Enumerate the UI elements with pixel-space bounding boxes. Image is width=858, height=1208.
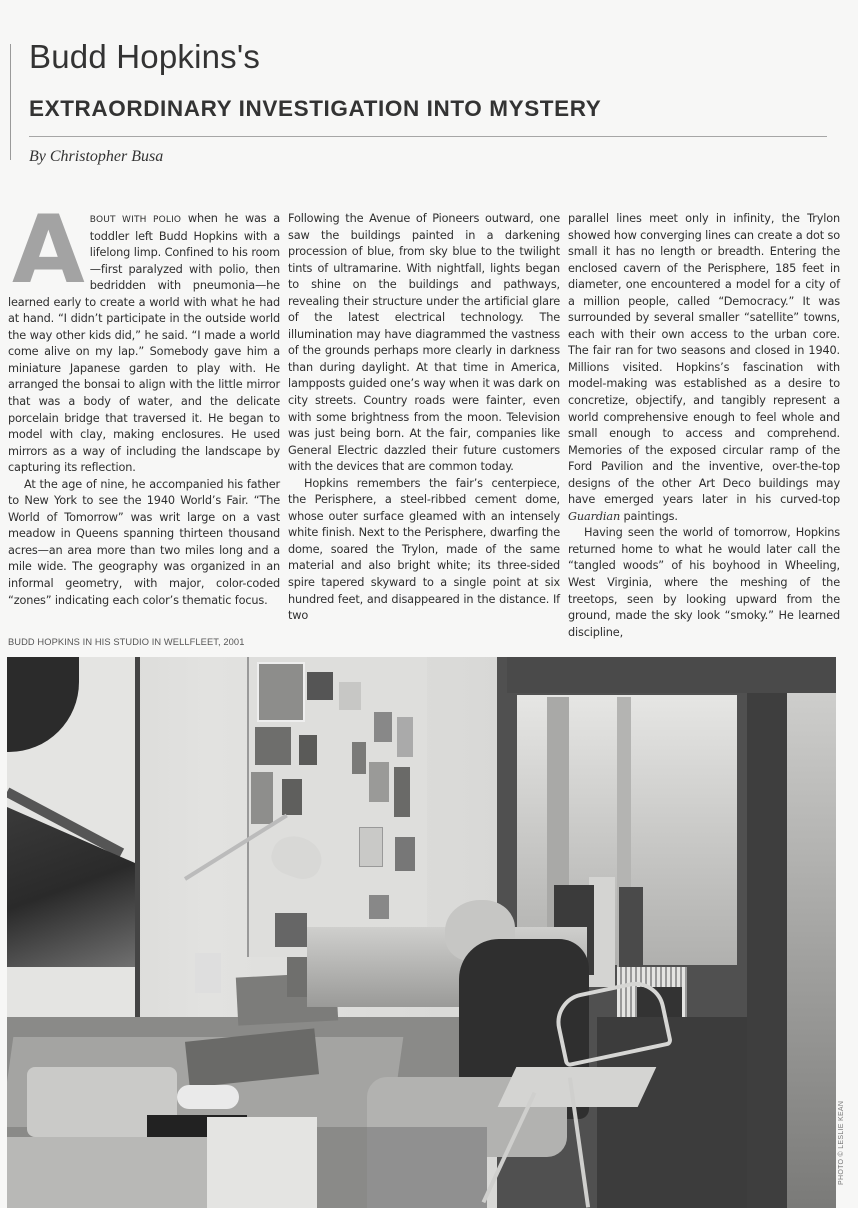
lead-in-smallcaps: BOUT WITH POLIO bbox=[89, 215, 182, 225]
header-vertical-rule bbox=[10, 44, 11, 160]
paragraph bbox=[8, 196, 280, 477]
paragraph-text: when he was a toddler left Budd Hopkins with a lifelong limp. Confined to his room—first paralyzed with polio, then bedridden with pneumonia—he learned early to create a world with what he had at hand. “I didn’t participate in the outside world the way other kids did,” he said. “I made a world come alive on my lap.” Somebody gave him a miniature Japanese garden to play with. He arranged the bonsai to align with the little mirror that was a body of water, and the delicate porcelain bridge that traversed it. He began to model with clay, making enclosures. He used mirrors as a way of including the landscape by capturing its reflection. bbox=[8, 212, 280, 475]
paragraph bbox=[568, 211, 840, 525]
article-column-3 bbox=[568, 211, 840, 641]
photo-credit: PHOTO © LESLIE KEAN bbox=[838, 1100, 845, 1185]
article-column-1 bbox=[8, 196, 280, 609]
article-column-2 bbox=[288, 211, 560, 625]
paragraph: Having seen the world of tomorrow, Hopkins returned home to what he would later call the “tangled woods” of his boyhood in Wheeling, West Virginia, where the meshing of the treetops, seen by looking upward from the ground, made the sky look “smoky.” He learned discipline, bbox=[568, 526, 840, 639]
studio-photo bbox=[7, 657, 836, 1208]
header-horizontal-rule bbox=[29, 136, 827, 137]
paragraph: At the age of nine, he accompanied his father to New York to see the 1940 World’s Fair. “The World of Tomorrow” was writ large on a vast meadow in Queens spanning thirteen thousand acres—an area more than two miles long and a mile wide. The geography was organized in an informal geometry, with major, color-coded “zones” indicating each color’s thematic focus. bbox=[8, 477, 280, 607]
photo-caption: BUDD HOPKINS IN HIS STUDIO IN WELLFLEET, 2001 bbox=[8, 637, 245, 647]
paragraph-text: parallel lines meet only in infinity, the Trylon showed how converging lines can create a dot so small it has no length or breadth. Entering the enclosed cavern of the Perisphere, 185 feet in diameter, one encountered a model for a city of a million people, called “Democracy.” It was surrounded by several smaller “satellite” towns, each with their own access to the urban core. The fair ran for two seasons and closed in 1940. Millions visited. Hopkins’s fascination with model-making was established as a desire to concretize, objectify, and tangibly represent a world comprehensive enough to feel whole and small enough to access and comprehend. Memories of the exposed circular ramp of the Ford Pavilion and the inventive, over-the-top designs of the other Art Deco buildings may have emerged years later in his curved-top bbox=[568, 212, 840, 507]
title-line-1: Budd Hopkins's bbox=[29, 38, 261, 75]
paragraph: Following the Avenue of Pioneers outward, one saw the buildings painted in a darkening procession of blue, from sky blue to the twilight tints of ultramarine. With nightfall, lights began to shine on the buildings and pathways, revealing their structure under the artificial glare of the latest electrical technology. The illumination may have diagrammed the vastness of the grounds perhaps more clearly in darkness than during daylight. At that time in America, lampposts guided one’s way when it was dark on city streets. Country roads were fainter, even with some brightness from the moon. Television was just being born. At the fair, companies like General Electric dazzled their future customers with the devices that are common today. bbox=[288, 212, 560, 474]
paragraph-text: paintings. bbox=[620, 509, 678, 523]
title-line-2: EXTRAORDINARY INVESTIGATION INTO MYSTERY bbox=[29, 96, 602, 121]
italic-title: Guardian bbox=[568, 509, 621, 523]
paragraph: Hopkins remembers the fair’s centerpiece, the Perisphere, a steel-ribbed cement dome, whose outer surface gleamed with an intensely white finish. Next to the Perisphere, dwarfing the dome, soared the Trylon, made of the same material and also bright white; its three-sided spire tapered skyward to a single point at six hundred feet, and disappeared in the distance. If two bbox=[288, 476, 560, 623]
byline: By Christopher Busa bbox=[29, 148, 164, 165]
drop-cap: A bbox=[12, 196, 82, 305]
